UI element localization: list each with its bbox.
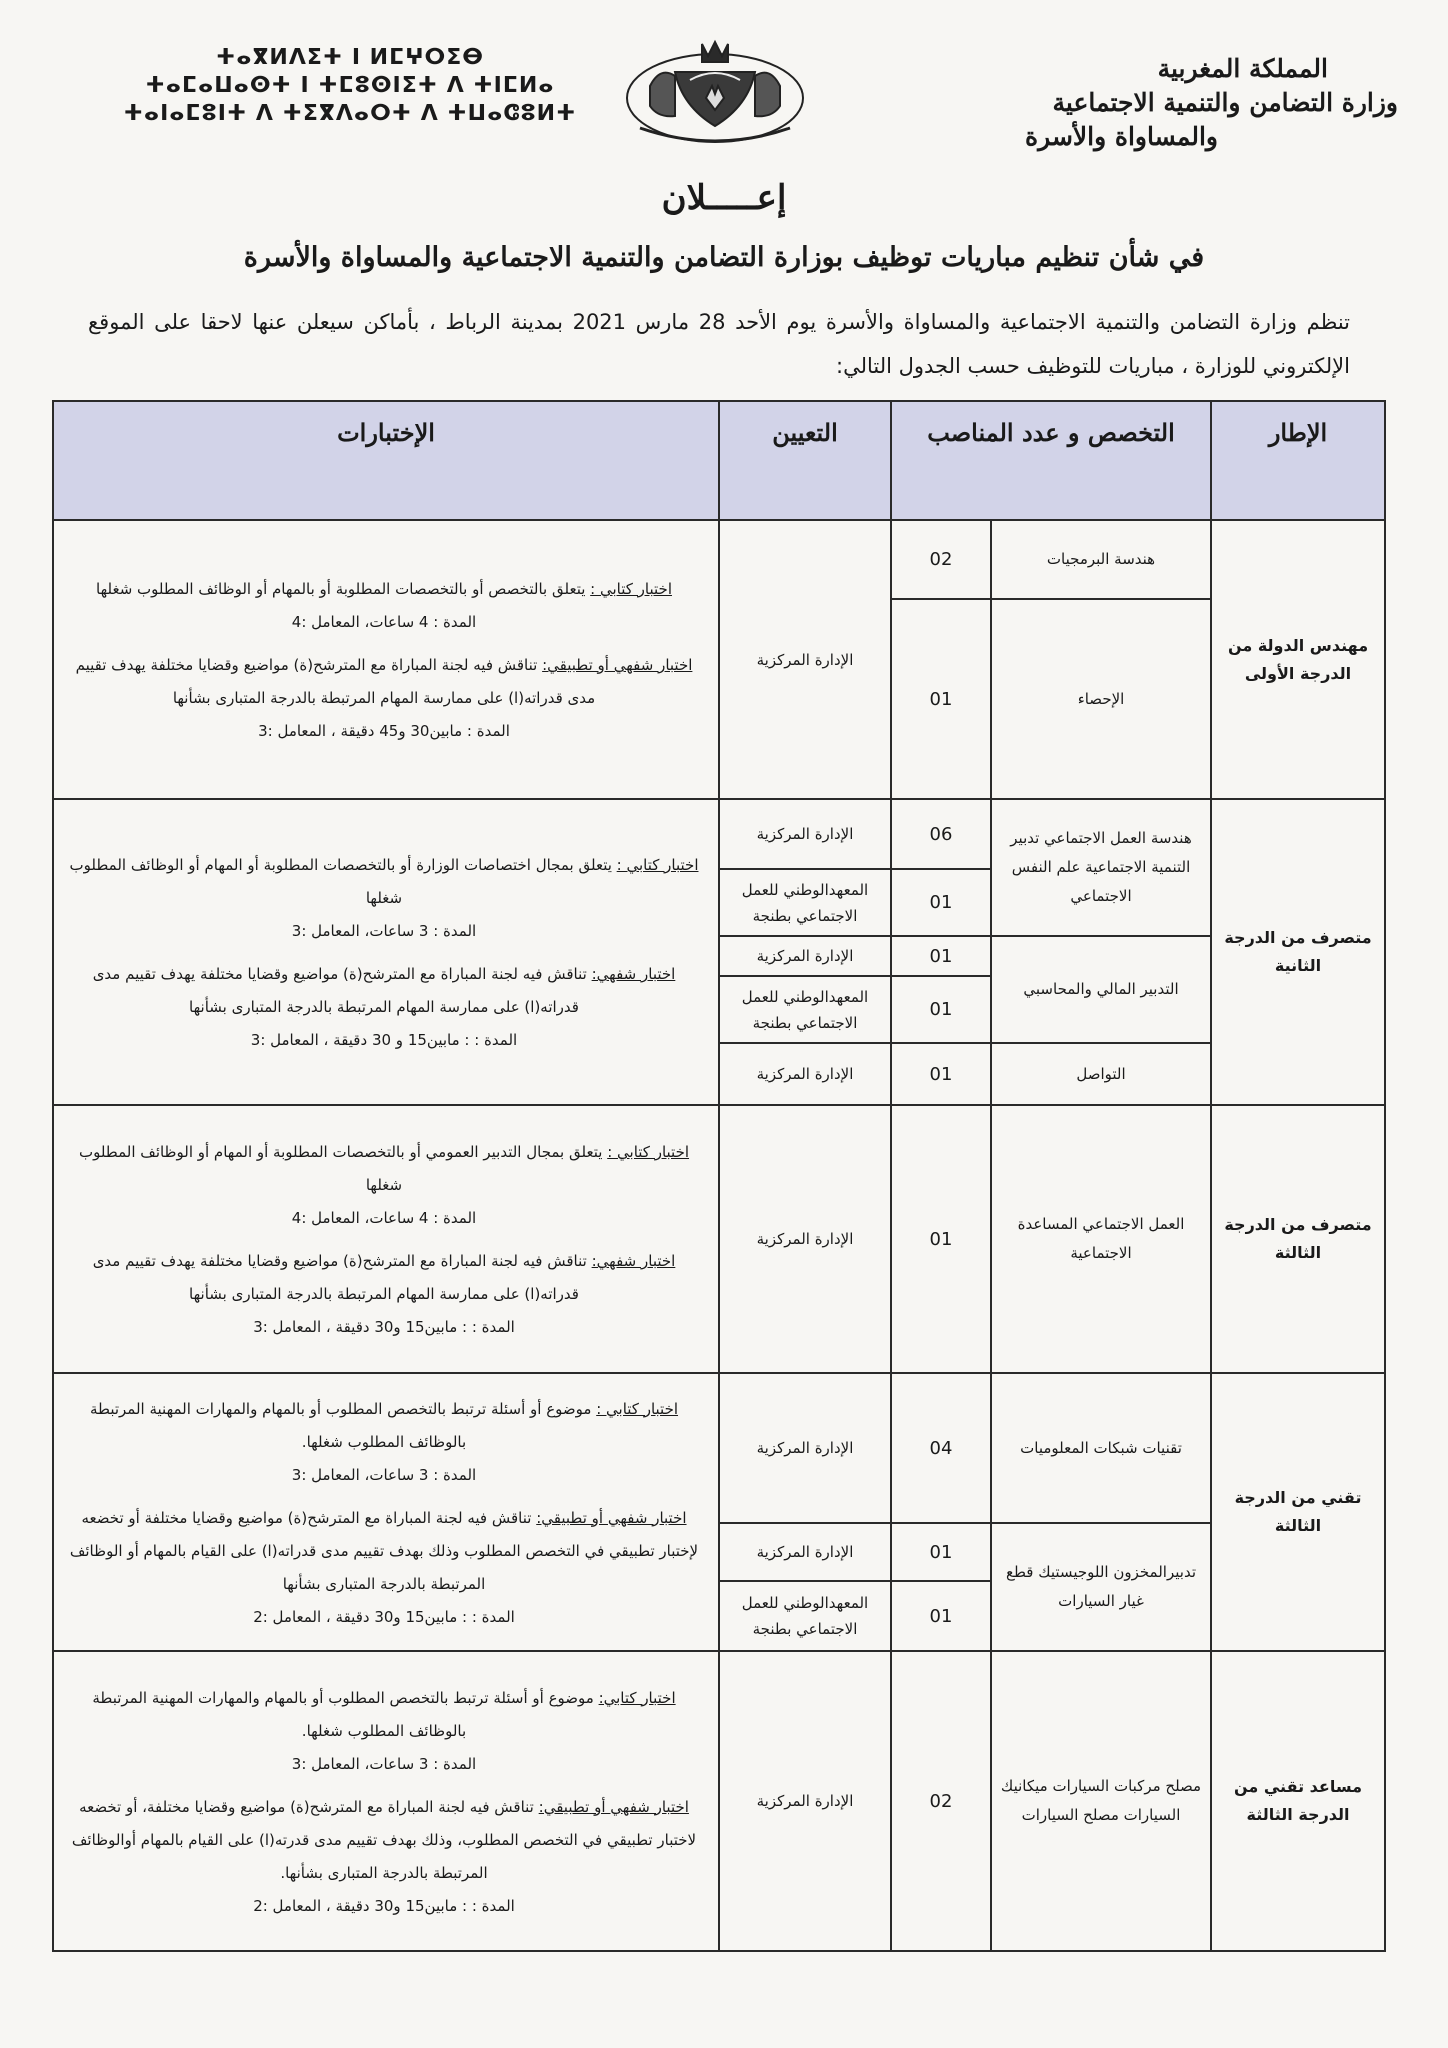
assignment-cell: الإدارة المركزية	[719, 936, 891, 976]
written-exam	[68, 1682, 700, 1781]
assignment-cell: الإدارة المركزية	[719, 1523, 891, 1581]
kingdom-name: المملكة المغربية	[1157, 54, 1328, 83]
written-exam	[68, 1136, 700, 1235]
header-exams: الإختبارات	[53, 401, 719, 520]
header-specialty: التخصص و عدد المناصب	[891, 401, 1211, 520]
oral-exam-label: اختبار شفهي أو تطبيقي:	[542, 656, 693, 674]
oral-exam-text: تناقش فيه لجنة المباراة مع المترشح(ة) مواضيع وقضايا مختلفة، أو تخضعه لاختبار تطبيقي في التخصص المطلوب، وذلك بهدف تقييم مدى قدرته(ا) على القيام بالمهام أوالوظائف المرتبطة بالدرجة المتبارى بشأنها.	[71, 1797, 697, 1882]
exams-cell	[53, 1651, 719, 1951]
written-exam-text: يتعلق بالتخصص أو بالتخصصات المطلوبة أو بالمهام أو الوظائف المطلوب شغلها	[96, 580, 586, 598]
assignment-cell: الإدارة المركزية	[719, 1651, 891, 1951]
oral-exam-label: اختبار شفهي:	[591, 965, 676, 983]
frame-cell: متصرف من الدرجة الثالثة	[1211, 1105, 1385, 1373]
written-exam-duration: المدة : 3 ساعات، المعامل :3	[291, 1754, 477, 1773]
written-exam	[68, 849, 700, 948]
positions-count: 01	[891, 1523, 991, 1581]
oral-exam-label: اختبار شفهي أو تطبيقي:	[538, 1797, 689, 1816]
table-row	[53, 1651, 1385, 1951]
header-assignment: التعيين	[719, 401, 891, 520]
assignment-cell: الإدارة المركزية	[719, 1105, 891, 1373]
written-exam-text: موضوع أو أسئلة ترتبط بالتخصص المطلوب أو بالمهام والمهارات المهنية المرتبطة بالوظائف المطلوب شغلها.	[89, 1399, 592, 1451]
assignment-cell: الإدارة المركزية	[719, 520, 891, 799]
specialty-cell: هندسة العمل الاجتماعي تدبير التنمية الاجتماعية علم النفس الاجتماعي	[991, 799, 1211, 936]
written-exam-duration: المدة : 4 ساعات، المعامل :4	[291, 1209, 477, 1227]
specialty-cell: هندسة البرمجيات	[991, 520, 1211, 599]
oral-exam-label: اختبار شفهي أو تطبيقي:	[536, 1508, 687, 1527]
oral-exam-duration: المدة : : مابين15 و 30 دقيقة ، المعامل :3	[250, 1031, 518, 1049]
written-exam-text: يتعلق بمجال اختصاصات الوزارة أو بالتخصصات المطلوبة أو المهام أو الوظائف المطلوب شغلها	[69, 856, 612, 907]
positions-count: 01	[891, 1043, 991, 1105]
positions-count: 02	[891, 1651, 991, 1951]
frame-cell: مهندس الدولة من الدرجة الأولى	[1211, 520, 1385, 799]
assignment-cell: الإدارة المركزية	[719, 1373, 891, 1523]
announcement-subtitle: في شأن تنظيم مباريات توظيف بوزارة التضامن والتنمية الاجتماعية والمساواة والأسرة	[243, 242, 1205, 273]
ministry-name-line1: وزارة التضامن والتنمية الاجتماعية	[1052, 88, 1398, 117]
assignment-cell: الإدارة المركزية	[719, 799, 891, 869]
oral-exam	[68, 1791, 700, 1923]
specialty-cell: الإحصاء	[991, 599, 1211, 799]
frame-cell: مساعد تقني من الدرجة الثالثة	[1211, 1651, 1385, 1951]
oral-exam	[68, 958, 700, 1057]
recruitment-table	[52, 400, 1386, 1952]
tifinagh-line1: ⵜⴰⴳⵍⴷⵉⵜ ⵏ ⵍⵎⵖⵔⵉⴱ	[215, 45, 484, 70]
exams-cell	[53, 520, 719, 799]
positions-count: 01	[891, 869, 991, 936]
assignment-cell: المعهدالوطني للعمل الاجتماعي بطنجة	[719, 1581, 891, 1651]
positions-count: 01	[891, 1581, 991, 1651]
oral-exam-duration: المدة : : مابين15 و30 دقيقة ، المعامل :3	[253, 1318, 515, 1336]
written-exam-text: موضوع أو أسئلة ترتبط بالتخصص المطلوب أو بالمهام والمهارات المهنية المرتبطة بالوظائف المطلوب شغلها.	[92, 1688, 594, 1740]
oral-exam-text: تناقش فيه لجنة المباراة مع المترشح(ة) مواضيع وقضايا مختلفة يهدف تقييم مدى قدراته(ا) على ممارسة المهام المرتبطة بالدرجة المتبارى بشأنها	[75, 656, 596, 707]
positions-count: 01	[891, 1105, 991, 1373]
positions-count: 06	[891, 799, 991, 869]
specialty-cell: مصلح مركبات السيارات ميكانيك السيارات مصلح السيارات	[991, 1651, 1211, 1951]
letterhead	[0, 0, 1448, 170]
oral-exam-text: تناقش فيه لجنة المباراة مع المترشح(ة) مواضيع وقضايا مختلفة يهدف تقييم مدى قدراته(ا) على ممارسة المهام المرتبطة بالدرجة المتبارى بشأنها	[92, 1252, 587, 1303]
tifinagh-line3: ⵜⴰⵏⴰⵎⵓⵏⵜ ⴷ ⵜⵉⴳⴷⴰⵔⵜ ⴷ ⵜⵡⴰⵛⵓⵍⵜ	[123, 101, 577, 126]
assignment-cell: المعهدالوطني للعمل الاجتماعي بطنجة	[719, 976, 891, 1043]
table-row	[53, 799, 1385, 869]
header-frame: الإطار	[1211, 401, 1385, 520]
royal-coat-of-arms-icon	[620, 36, 810, 148]
positions-count: 01	[891, 599, 991, 799]
positions-count: 04	[891, 1373, 991, 1523]
arabic-letterhead	[838, 52, 1398, 154]
written-exam-duration: المدة : 4 ساعات، المعامل :4	[291, 613, 477, 631]
frame-cell: متصرف من الدرجة الثانية	[1211, 799, 1385, 1105]
written-exam-duration: المدة : 3 ساعات، المعامل :3	[291, 922, 477, 940]
specialty-cell: التدبير المالي والمحاسبي	[991, 936, 1211, 1043]
oral-exam-duration: المدة : : مابين15 و30 دقيقة ، المعامل :2	[253, 1607, 515, 1626]
table-header-row	[53, 401, 1385, 520]
assignment-cell: الإدارة المركزية	[719, 1043, 891, 1105]
table-row	[53, 1105, 1385, 1373]
oral-exam-text: تناقش فيه لجنة المباراة مع المترشح(ة) مواضيع وقضايا مختلفة أو تخضعه لإختبار تطبيقي في التخصص المطلوب وذلك بهدف تقييم مدى قدراته(ا) على القيام بالمهام أو الوظائف المرتبطة بالدرجة المتبارى بشأنها	[69, 1508, 699, 1593]
announcement-title: إعـــــلان	[661, 178, 787, 218]
written-exam-duration: المدة : 3 ساعات، المعامل :3	[291, 1465, 477, 1484]
written-exam-label: اختبار كتابي:	[598, 1688, 676, 1707]
exams-cell	[53, 799, 719, 1105]
exams-cell	[53, 1373, 719, 1651]
table-row	[53, 1373, 1385, 1523]
tifinagh-letterhead	[100, 44, 600, 128]
intro-paragraph: تنظم وزارة التضامن والتنمية الاجتماعية والمساواة والأسرة يوم الأحد 28 مارس 2021 بمدينة الرباط ، بأماكن سيعلن عنها لاحقا على الموقع الإلكتروني للوزارة ، مباريات للتوظيف حسب الجدول التالي:	[88, 310, 1350, 378]
oral-exam	[68, 1502, 700, 1634]
specialty-cell: تدبيرالمخزون اللوجيستيك قطع غيار السيارات	[991, 1523, 1211, 1651]
oral-exam-label: اختبار شفهي:	[591, 1252, 676, 1270]
positions-count: 01	[891, 976, 991, 1043]
specialty-cell: العمل الاجتماعي المساعدة الاجتماعية	[991, 1105, 1211, 1373]
oral-exam-duration: المدة : : مابين15 و30 دقيقة ، المعامل :2	[253, 1896, 515, 1915]
specialty-cell: التواصل	[991, 1043, 1211, 1105]
oral-exam-duration: المدة : مابين30 و45 دقيقة ، المعامل :3	[258, 722, 510, 740]
specialty-cell: تقنيات شبكات المعلوميات	[991, 1373, 1211, 1523]
positions-count: 01	[891, 936, 991, 976]
written-exam	[68, 1393, 700, 1492]
written-exam-label: اختبار كتابي :	[607, 1143, 690, 1161]
table-row	[53, 520, 1385, 599]
exams-cell	[53, 1105, 719, 1373]
written-exam	[68, 573, 700, 639]
tifinagh-line2: ⵜⴰⵎⴰⵡⴰⵙⵜ ⵏ ⵜⵎⵓⵙⵏⵉⵜ ⴷ ⵜⵏⵎⵍⴰ	[145, 73, 555, 98]
written-exam-label: اختبار كتابي :	[596, 1399, 679, 1418]
assignment-cell: المعهدالوطني للعمل الاجتماعي بطنجة	[719, 869, 891, 936]
written-exam-label: اختبار كتابي :	[616, 856, 699, 874]
oral-exam	[68, 649, 700, 748]
oral-exam	[68, 1245, 700, 1344]
frame-cell: تقني من الدرجة الثالثة	[1211, 1373, 1385, 1651]
ministry-name-line2: والمساواة والأسرة	[1025, 122, 1218, 151]
oral-exam-text: تناقش فيه لجنة المباراة مع المترشح(ة) مواضيع وقضايا مختلفة يهدف تقييم مدى قدراته(ا) على ممارسة المهام المرتبطة بالدرجة المتبارى بشأنها	[92, 965, 587, 1016]
positions-count: 02	[891, 520, 991, 599]
written-exam-label: اختبار كتابي :	[590, 580, 672, 598]
written-exam-text: يتعلق بمجال التدبير العمومي أو بالتخصصات المطلوبة أو المهام أو الوظائف المطلوب شغلها	[78, 1143, 603, 1194]
